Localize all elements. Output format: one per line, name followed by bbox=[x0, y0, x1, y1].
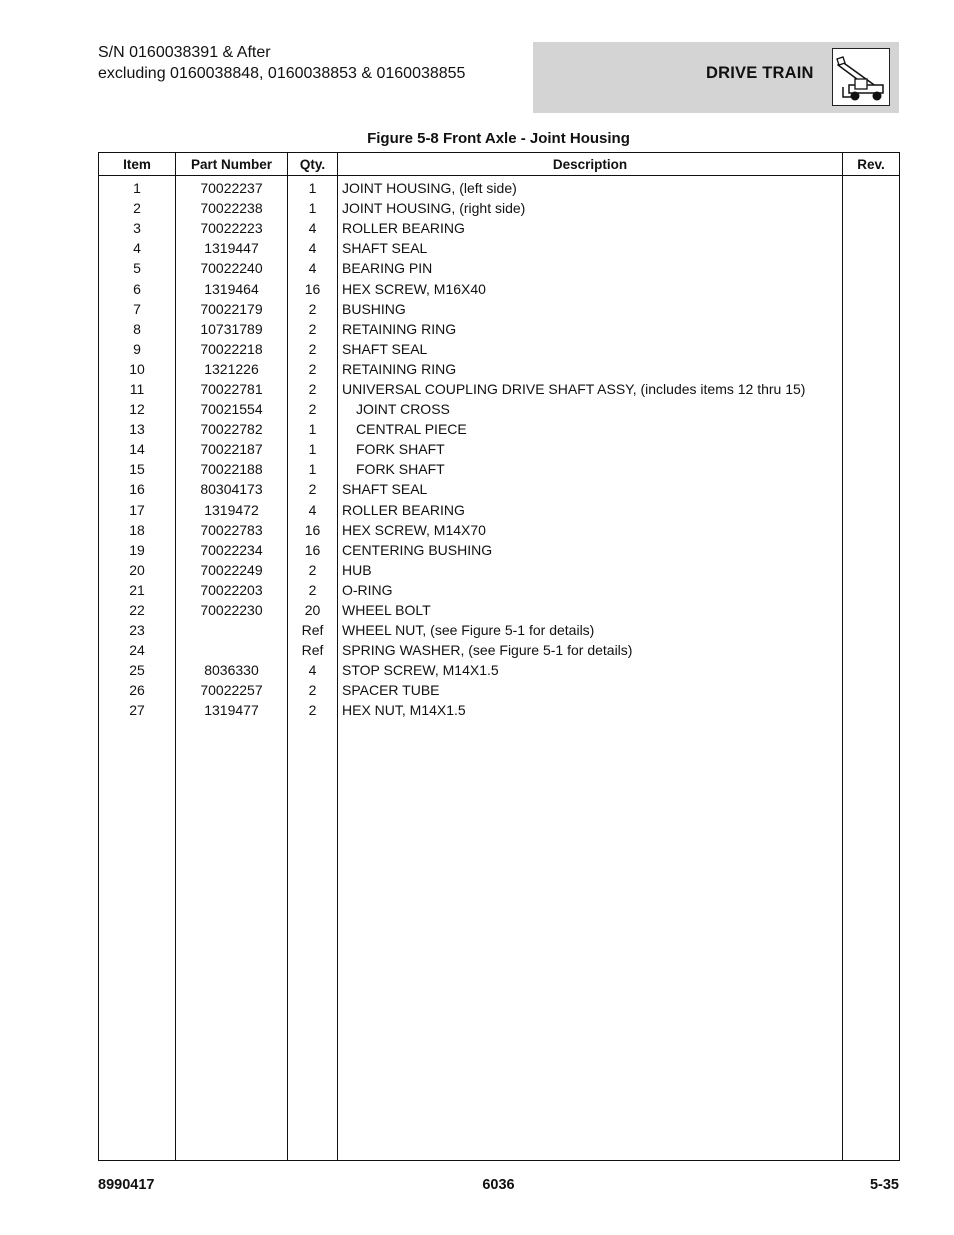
qty-cell: 2 bbox=[288, 319, 338, 339]
rev-cell bbox=[843, 479, 900, 499]
description-cell: SHAFT SEAL bbox=[338, 339, 843, 359]
item-cell: 7 bbox=[99, 299, 176, 319]
item-cell: 18 bbox=[99, 520, 176, 540]
qty-cell: 20 bbox=[288, 600, 338, 620]
rev-cell bbox=[843, 640, 900, 660]
qty-cell: 2 bbox=[288, 479, 338, 499]
empty-cell bbox=[288, 721, 338, 1161]
item-cell: 22 bbox=[99, 600, 176, 620]
qty-cell: 1 bbox=[288, 176, 338, 199]
description-cell: JOINT HOUSING, (right side) bbox=[338, 198, 843, 218]
item-cell: 5 bbox=[99, 258, 176, 278]
item-cell: 20 bbox=[99, 560, 176, 580]
footer-page-number: 5-35 bbox=[869, 1177, 899, 1193]
description-cell: FORK SHAFT bbox=[338, 459, 843, 479]
part-number-cell: 70022783 bbox=[176, 520, 288, 540]
qty-cell: 16 bbox=[288, 520, 338, 540]
part-number-cell: 70022218 bbox=[176, 339, 288, 359]
description-cell: O-RING bbox=[338, 580, 843, 600]
telehandler-icon bbox=[832, 48, 890, 106]
rev-cell bbox=[843, 500, 900, 520]
part-number-cell: 70021554 bbox=[176, 399, 288, 419]
part-number-cell: 1319447 bbox=[176, 238, 288, 258]
column-header-item: Item bbox=[99, 153, 176, 176]
footer-document-number: 8990417 bbox=[98, 1177, 155, 1193]
qty-cell: 2 bbox=[288, 379, 338, 399]
serial-number-block bbox=[98, 42, 465, 84]
rev-cell bbox=[843, 680, 900, 700]
qty-cell: 1 bbox=[288, 459, 338, 479]
item-cell: 21 bbox=[99, 580, 176, 600]
parts-table-body bbox=[99, 176, 900, 1161]
description-cell: CENTRAL PIECE bbox=[338, 419, 843, 439]
item-cell: 14 bbox=[99, 439, 176, 459]
item-cell: 13 bbox=[99, 419, 176, 439]
table-row bbox=[99, 600, 900, 620]
empty-cell bbox=[99, 721, 176, 1161]
part-number-cell: 70022249 bbox=[176, 560, 288, 580]
table-row bbox=[99, 299, 900, 319]
table-row bbox=[99, 479, 900, 499]
qty-cell: 2 bbox=[288, 680, 338, 700]
part-number-cell: 70022203 bbox=[176, 580, 288, 600]
part-number-cell bbox=[176, 620, 288, 640]
rev-cell bbox=[843, 319, 900, 339]
item-cell: 15 bbox=[99, 459, 176, 479]
qty-cell: 1 bbox=[288, 439, 338, 459]
table-row bbox=[99, 439, 900, 459]
section-title: DRIVE TRAIN bbox=[706, 64, 814, 82]
item-cell: 6 bbox=[99, 278, 176, 298]
table-row bbox=[99, 238, 900, 258]
description-cell: HEX SCREW, M16X40 bbox=[338, 278, 843, 298]
part-number-cell: 1319477 bbox=[176, 700, 288, 720]
empty-cell bbox=[338, 721, 843, 1161]
qty-cell: 4 bbox=[288, 500, 338, 520]
item-cell: 11 bbox=[99, 379, 176, 399]
part-number-cell: 70022187 bbox=[176, 439, 288, 459]
rev-cell bbox=[843, 560, 900, 580]
table-row bbox=[99, 258, 900, 278]
column-header-description: Description bbox=[338, 153, 843, 176]
table-row bbox=[99, 540, 900, 560]
table-row bbox=[99, 680, 900, 700]
description-cell: RETAINING RING bbox=[338, 359, 843, 379]
part-number-cell: 8036330 bbox=[176, 660, 288, 680]
rev-cell bbox=[843, 339, 900, 359]
item-cell: 9 bbox=[99, 339, 176, 359]
item-cell: 16 bbox=[99, 479, 176, 499]
description-cell: SHAFT SEAL bbox=[338, 479, 843, 499]
rev-cell bbox=[843, 399, 900, 419]
item-cell: 2 bbox=[99, 198, 176, 218]
column-header-part-number: Part Number bbox=[176, 153, 288, 176]
qty-cell: 16 bbox=[288, 540, 338, 560]
rev-cell bbox=[843, 218, 900, 238]
item-cell: 8 bbox=[99, 319, 176, 339]
rev-cell bbox=[843, 379, 900, 399]
rev-cell bbox=[843, 299, 900, 319]
rev-cell bbox=[843, 459, 900, 479]
qty-cell: 1 bbox=[288, 198, 338, 218]
item-cell: 23 bbox=[99, 620, 176, 640]
table-row bbox=[99, 660, 900, 680]
qty-cell: 4 bbox=[288, 238, 338, 258]
item-cell: 17 bbox=[99, 500, 176, 520]
description-cell: RETAINING RING bbox=[338, 319, 843, 339]
part-number-cell: 70022781 bbox=[176, 379, 288, 399]
table-filler-row bbox=[99, 721, 900, 1161]
description-cell: JOINT HOUSING, (left side) bbox=[338, 176, 843, 199]
description-cell: CENTERING BUSHING bbox=[338, 540, 843, 560]
table-row bbox=[99, 379, 900, 399]
qty-cell: Ref bbox=[288, 640, 338, 660]
qty-cell: 2 bbox=[288, 700, 338, 720]
empty-cell bbox=[843, 721, 900, 1161]
qty-cell: 4 bbox=[288, 218, 338, 238]
table-row bbox=[99, 176, 900, 199]
column-header-qty: Qty. bbox=[288, 153, 338, 176]
item-cell: 25 bbox=[99, 660, 176, 680]
table-row bbox=[99, 359, 900, 379]
part-number-cell: 1321226 bbox=[176, 359, 288, 379]
table-row bbox=[99, 399, 900, 419]
table-row bbox=[99, 339, 900, 359]
table-row bbox=[99, 700, 900, 720]
part-number-cell: 70022223 bbox=[176, 218, 288, 238]
item-cell: 1 bbox=[99, 176, 176, 199]
part-number-cell: 1319464 bbox=[176, 278, 288, 298]
table-row bbox=[99, 560, 900, 580]
table-row bbox=[99, 198, 900, 218]
description-cell: SHAFT SEAL bbox=[338, 238, 843, 258]
part-number-cell: 70022230 bbox=[176, 600, 288, 620]
rev-cell bbox=[843, 198, 900, 218]
rev-cell bbox=[843, 359, 900, 379]
description-cell: ROLLER BEARING bbox=[338, 218, 843, 238]
qty-cell: 2 bbox=[288, 580, 338, 600]
description-cell: FORK SHAFT bbox=[338, 439, 843, 459]
description-cell: BUSHING bbox=[338, 299, 843, 319]
description-cell: HUB bbox=[338, 560, 843, 580]
table-row bbox=[99, 218, 900, 238]
item-cell: 3 bbox=[99, 218, 176, 238]
qty-cell: 2 bbox=[288, 399, 338, 419]
part-number-cell: 70022179 bbox=[176, 299, 288, 319]
part-number-cell: 70022240 bbox=[176, 258, 288, 278]
qty-cell: 16 bbox=[288, 278, 338, 298]
rev-cell bbox=[843, 278, 900, 298]
description-cell: WHEEL NUT, (see Figure 5-1 for details) bbox=[338, 620, 843, 640]
description-cell: JOINT CROSS bbox=[338, 399, 843, 419]
part-number-cell: 70022782 bbox=[176, 419, 288, 439]
column-header-rev: Rev. bbox=[843, 153, 900, 176]
qty-cell: 2 bbox=[288, 359, 338, 379]
item-cell: 24 bbox=[99, 640, 176, 660]
description-cell: HEX SCREW, M14X70 bbox=[338, 520, 843, 540]
item-cell: 19 bbox=[99, 540, 176, 560]
part-number-cell: 10731789 bbox=[176, 319, 288, 339]
table-row bbox=[99, 459, 900, 479]
item-cell: 12 bbox=[99, 399, 176, 419]
table-row bbox=[99, 319, 900, 339]
qty-cell: Ref bbox=[288, 620, 338, 640]
description-cell: BEARING PIN bbox=[338, 258, 843, 278]
rev-cell bbox=[843, 419, 900, 439]
description-cell: SPACER TUBE bbox=[338, 680, 843, 700]
rev-cell bbox=[843, 520, 900, 540]
qty-cell: 2 bbox=[288, 560, 338, 580]
description-cell: HEX NUT, M14X1.5 bbox=[338, 700, 843, 720]
figure-title: Figure 5-8 Front Axle - Joint Housing bbox=[367, 130, 630, 147]
parts-table bbox=[98, 152, 900, 1161]
rev-cell bbox=[843, 238, 900, 258]
rev-cell bbox=[843, 600, 900, 620]
qty-cell: 2 bbox=[288, 299, 338, 319]
item-cell: 27 bbox=[99, 700, 176, 720]
rev-cell bbox=[843, 620, 900, 640]
table-row bbox=[99, 419, 900, 439]
item-cell: 10 bbox=[99, 359, 176, 379]
description-cell: SPRING WASHER, (see Figure 5-1 for details) bbox=[338, 640, 843, 660]
part-number-cell: 80304173 bbox=[176, 479, 288, 499]
rev-cell bbox=[843, 439, 900, 459]
item-cell: 4 bbox=[99, 238, 176, 258]
part-number-cell: 70022234 bbox=[176, 540, 288, 560]
qty-cell: 2 bbox=[288, 339, 338, 359]
part-number-cell: 70022188 bbox=[176, 459, 288, 479]
rev-cell bbox=[843, 258, 900, 278]
rev-cell bbox=[843, 700, 900, 720]
footer-model-number: 6036 bbox=[482, 1177, 515, 1193]
part-number-cell: 70022237 bbox=[176, 176, 288, 199]
table-header-row bbox=[99, 153, 900, 176]
description-cell: STOP SCREW, M14X1.5 bbox=[338, 660, 843, 680]
table-row bbox=[99, 278, 900, 298]
item-cell: 26 bbox=[99, 680, 176, 700]
part-number-cell: 70022257 bbox=[176, 680, 288, 700]
rev-cell bbox=[843, 660, 900, 680]
table-row bbox=[99, 620, 900, 640]
part-number-cell bbox=[176, 640, 288, 660]
table-row bbox=[99, 580, 900, 600]
empty-cell bbox=[176, 721, 288, 1161]
description-cell: WHEEL BOLT bbox=[338, 600, 843, 620]
serial-line-1: S/N 0160038391 & After bbox=[98, 44, 271, 61]
table-row bbox=[99, 520, 900, 540]
part-number-cell: 1319472 bbox=[176, 500, 288, 520]
qty-cell: 4 bbox=[288, 660, 338, 680]
qty-cell: 4 bbox=[288, 258, 338, 278]
rev-cell bbox=[843, 580, 900, 600]
table-row bbox=[99, 500, 900, 520]
table-row bbox=[99, 640, 900, 660]
rev-cell bbox=[843, 540, 900, 560]
serial-line-2: excluding 0160038848, 0160038853 & 0160038855 bbox=[98, 65, 466, 82]
description-cell: UNIVERSAL COUPLING DRIVE SHAFT ASSY, (includes items 12 thru 15) bbox=[338, 379, 843, 399]
qty-cell: 1 bbox=[288, 419, 338, 439]
part-number-cell: 70022238 bbox=[176, 198, 288, 218]
rev-cell bbox=[843, 176, 900, 199]
description-cell: ROLLER BEARING bbox=[338, 500, 843, 520]
